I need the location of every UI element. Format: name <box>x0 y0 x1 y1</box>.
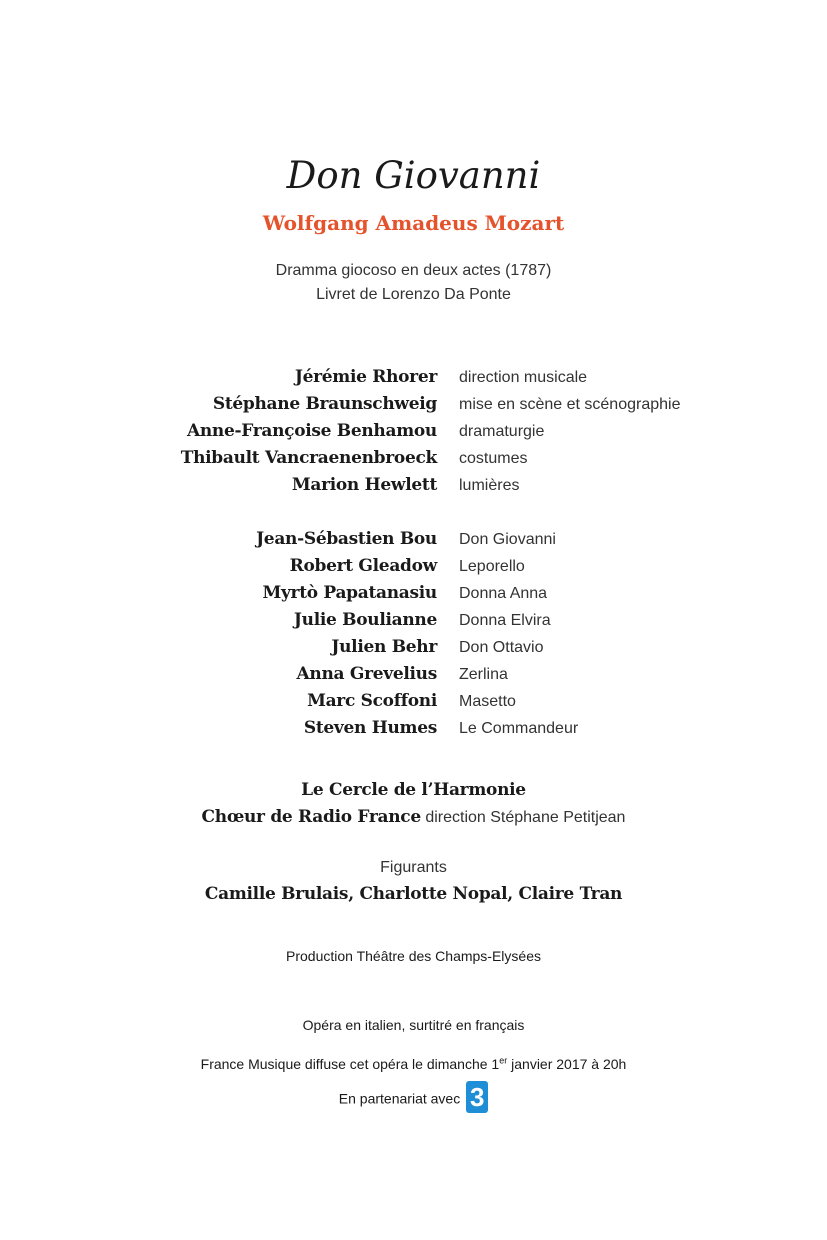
cast-name: Marc Scoffoni <box>307 691 437 711</box>
cast-row <box>0 526 827 553</box>
work-description: Dramma giocoso en deux actes (1787) <box>275 262 552 279</box>
credit-row <box>0 418 827 445</box>
credit-name: Thibault Vancraenenbroeck <box>180 448 437 468</box>
production-credit: Production Théâtre des Champs-Elysées <box>286 948 541 964</box>
cast-role: Leporello <box>459 558 525 575</box>
credit-name: Jérémie Rhorer <box>294 367 437 387</box>
credit-row <box>0 364 827 391</box>
choir-name: Chœur de Radio France <box>201 807 421 827</box>
broadcast-text-end: janvier 2017 à 20h <box>507 1056 627 1072</box>
cast-row <box>0 580 827 607</box>
choir-line <box>0 804 827 831</box>
credit-role: mise en scène et scénographie <box>459 396 681 413</box>
cast-role: Zerlina <box>459 666 508 683</box>
cast-name: Myrtò Papatanasiu <box>262 583 437 603</box>
creative-team-list <box>0 364 827 499</box>
broadcast-note <box>0 1054 827 1074</box>
libretto-credit: Livret de Lorenzo Da Ponte <box>316 286 511 303</box>
credit-name: Stéphane Braunschweig <box>212 394 437 414</box>
cast-role: Le Commandeur <box>459 720 579 737</box>
cast-name: Julien Behr <box>331 637 437 657</box>
credit-row <box>0 472 827 499</box>
cast-row <box>0 688 827 715</box>
france3-logo-icon: 3 <box>466 1081 488 1113</box>
cast-row <box>0 715 827 742</box>
page-title: Don Giovanni <box>286 154 541 197</box>
composer-name: Wolfgang Amadeus Mozart <box>262 211 565 235</box>
language-note: Opéra en italien, surtitré en français <box>302 1017 525 1033</box>
cast-row <box>0 553 827 580</box>
broadcast-text-start: France Musique diffuse cet opéra le dimanche 1 <box>200 1056 500 1072</box>
cast-role: Don Giovanni <box>459 531 556 548</box>
credit-row <box>0 445 827 472</box>
choir-direction: direction Stéphane Petitjean <box>425 809 626 826</box>
cast-name: Anna Grevelius <box>296 664 437 684</box>
credit-row <box>0 391 827 418</box>
cast-name: Steven Humes <box>303 718 437 738</box>
credit-role: dramaturgie <box>459 423 545 440</box>
credit-role: lumières <box>459 477 520 494</box>
partnership-text: En partenariat avec <box>338 1090 461 1107</box>
credit-role: costumes <box>459 450 528 467</box>
cast-row <box>0 661 827 688</box>
figurants-names: Camille Brulais, Charlotte Nopal, Claire Tran <box>204 884 623 904</box>
cast-name: Jean-Sébastien Bou <box>256 529 437 549</box>
cast-name: Robert Gleadow <box>289 556 437 576</box>
cast-role: Don Ottavio <box>459 639 544 656</box>
cast-row <box>0 634 827 661</box>
partnership-line <box>0 1084 827 1116</box>
cast-row <box>0 607 827 634</box>
orchestra-name: Le Cercle de l’Harmonie <box>301 780 526 800</box>
cast-role: Masetto <box>459 693 516 710</box>
figurants-label: Figurants <box>380 859 447 876</box>
cast-name: Julie Boulianne <box>293 610 437 630</box>
credit-name: Anne-Françoise Benhamou <box>186 421 437 441</box>
broadcast-ordinal: er <box>499 1055 508 1066</box>
cast-role: Donna Elvira <box>459 612 551 629</box>
cast-role: Donna Anna <box>459 585 548 602</box>
cast-list <box>0 526 827 742</box>
credit-name: Marion Hewlett <box>291 475 437 495</box>
credit-role: direction musicale <box>459 369 588 386</box>
